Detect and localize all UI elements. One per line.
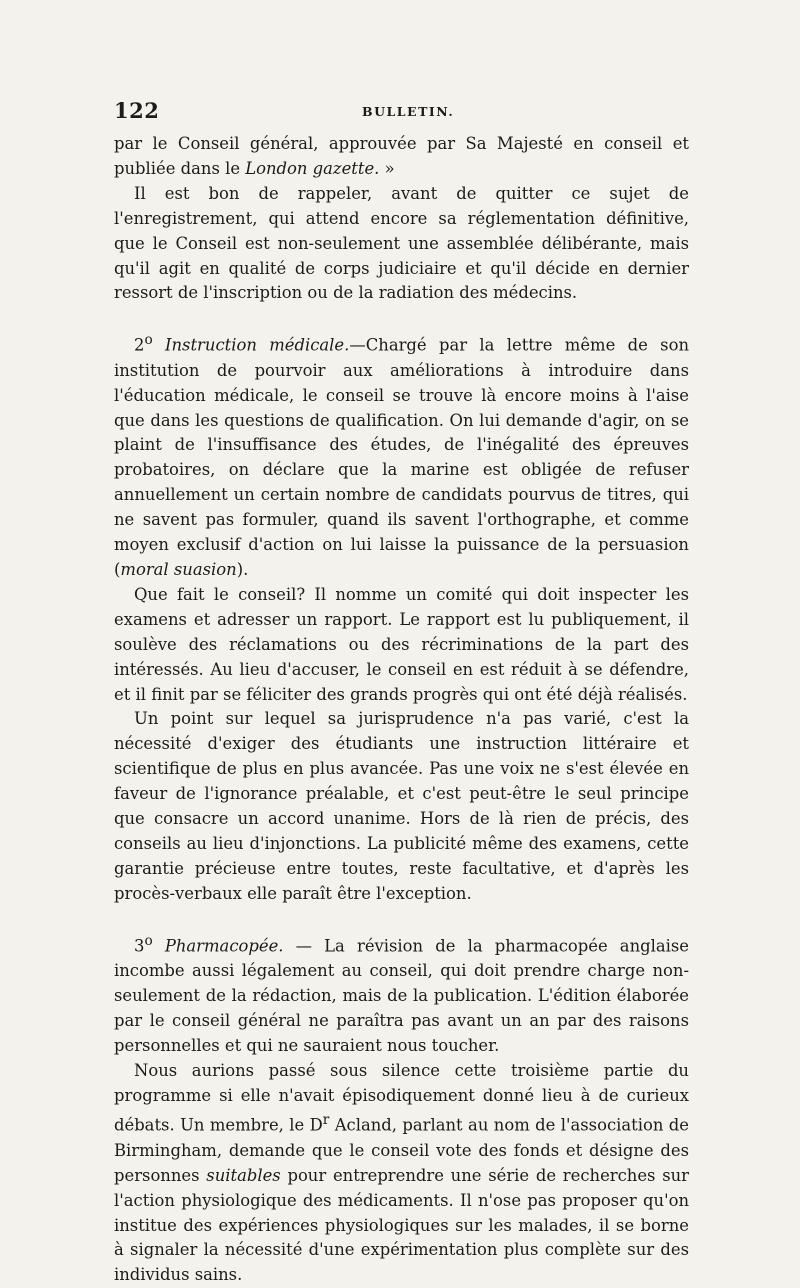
- page-header: [114, 92, 689, 132]
- paragraph-comite: Que fait le conseil? Il nomme un comité qui doit inspecter les examens et adresser un rapport. Le rapport est lu publiquement, il soulève des réclamations ou des récriminations de la part des intéressés. Au lieu d'accuser, le conseil en est réduit à se défendre, et il finit par se féliciter des grands progrès qui ont été déjà réalisés.: [114, 584, 689, 704]
- journal-title: London gazette.: [245, 158, 380, 178]
- page-number: 122: [114, 98, 160, 123]
- section-heading-pharmacopee: Pharmacopée.: [164, 936, 284, 956]
- body-text: [114, 132, 689, 1288]
- section-heading-instruction: Instruction médicale.: [165, 335, 350, 355]
- paragraph-instruction-medicale: 2$^o$ Instruction médicale.—Chargé par la lettre même de son institution de pourvoir aux améliorations à introduire dans l'éducation médicale, le conseil se trouve là encore moins à l'aise que dans les questions de qualification. On lui demande d'agir, on se plaint de l'insuffisance des études, de l'inégalité des épreuves probatoires, on déclare que la marine est obligée de refuser annuellement un certain nombre de candidats pourvus de titres, qui ne savent pas formuler, quand ils savent l'orthographe, et comme moyen exclusif d'action on lui laisse la puissance de la persuasion (moral suasion).: [114, 332, 689, 579]
- running-head: BULLETIN.: [362, 104, 455, 119]
- paragraph-debats: Nous aurions passé sous silence cette troisième partie du programme si elle n'avait épisodiquement donné lieu à de curieux débats. Un membre, le $D^r$ Acland, parlant au nom de l'association de Birmingham, demande que le conseil vote des fonds et désigne des personnes suitables pour entreprendre une série de recherches sur l'action physiologique des médicaments. Il n'ose pas proposer qu'on institue des expériences physiologiques sur les malades, il se borne à signaler la nécessité d'une expérimentation plus complète sur des individus sains.: [114, 1060, 690, 1285]
- italic-suitables: suitables: [206, 1165, 281, 1185]
- section-gap: [114, 306, 689, 328]
- paragraph-pharmacopee: 3$^o$ Pharmacopée. — La révision de la pharmacopée anglaise incombe aussi légalement au conseil, qui doit prendre charge non-seulement de la rédaction, mais de la publication. L'édition élaborée par le conseil général ne paraîtra pas avant un an par des raisons personnelles et qui ne sauraient nous toucher.: [114, 932, 689, 1055]
- paragraph-registration: Il est bon de rappeler, avant de quitter ce sujet de l'enregistrement, qui attend encore sa réglementation définitive, que le Conseil est non-seulement une assemblée délibérante, mais qu'il agit en qualité de corps judiciaire et qu'il décide en dernier ressort de l'inscription ou de la radiation des médecins.: [114, 183, 689, 303]
- section-gap: [114, 907, 689, 929]
- paragraph-continuation: par le Conseil général, approuvée par Sa Majesté en conseil et publiée dans le London gazette. »: [114, 134, 689, 178]
- paragraph-jurisprudence: Un point sur lequel sa jurisprudence n'a pas varié, c'est la nécessité d'exiger des étudiants une instruction littéraire et scientifique de plus en plus avancée. Pas une voix ne s'est élevée en faveur de l'ignorance préalable, et c'est peut-être le seul principe que consacre un accord unanime. Hors de là rien de précis, des conseils au lieu d'injonctions. La publicité même des examens, cette garantie précieuse entre toutes, reste facultative, et d'après les procès-verbaux elle paraît être l'exception.: [114, 709, 689, 903]
- italic-moral-suasion: moral suasion: [120, 559, 237, 579]
- book-page: [114, 92, 689, 1288]
